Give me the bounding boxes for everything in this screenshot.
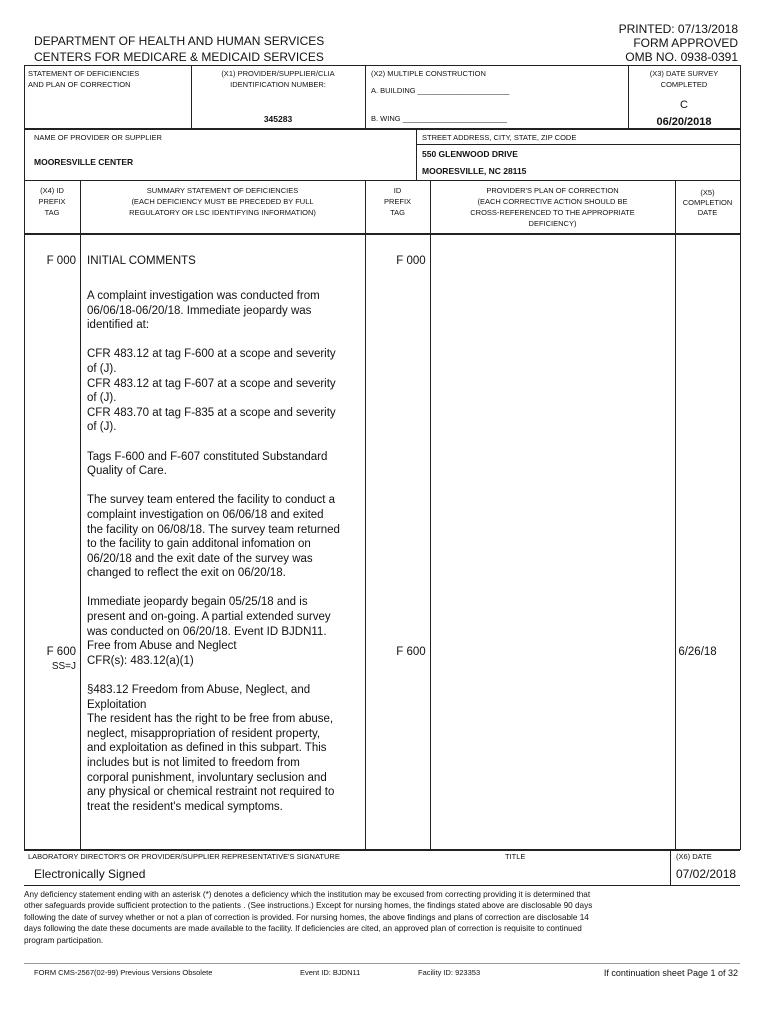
paragraph: A complaint investigation was conducted from 06/06/18-06/20/18. Immediate jeopardy was identified at: — [87, 290, 320, 332]
x5-header-2: COMPLETION — [682, 198, 733, 207]
x3-label-1: (X3) DATE SURVEY — [649, 69, 719, 78]
x5-header-3: DATE — [697, 208, 718, 217]
rule — [24, 180, 740, 181]
address-label: STREET ADDRESS, CITY, STATE, ZIP CODE — [422, 133, 577, 142]
divider — [670, 850, 671, 886]
survey-code: C — [680, 99, 688, 111]
summary-header-3: REGULATORY OR LSC IDENTIFYING INFORMATION) — [129, 208, 316, 217]
rule — [24, 885, 740, 886]
statement-label-2: AND PLAN OF CORRECTION — [28, 80, 131, 89]
provider-name: MOORESVILLE CENTER — [34, 157, 134, 167]
x4-header-2: PREFIX — [38, 197, 66, 206]
right-tag-f000: F 000 — [396, 255, 426, 267]
col-divider — [80, 181, 81, 850]
id-header-1: ID — [393, 186, 402, 195]
building-field: A. BUILDING ______________________ — [371, 86, 510, 95]
border-right — [740, 65, 741, 850]
x3-label-2: COMPLETED — [660, 80, 708, 89]
border-left — [24, 65, 25, 850]
rule — [24, 963, 740, 964]
col-divider — [365, 181, 366, 850]
x1-label-1: (X1) PROVIDER/SUPPLIER/CLIA — [221, 69, 335, 78]
rule — [416, 144, 740, 145]
prefix-tag-f600: F 600 — [46, 646, 76, 658]
department-title: DEPARTMENT OF HEALTH AND HUMAN SERVICES — [34, 34, 325, 48]
page-number: If continuation sheet Page 1 of 32 — [603, 968, 738, 978]
signature-date: 07/02/2018 — [676, 867, 737, 881]
prefix-tag-f000: F 000 — [46, 255, 76, 267]
wing-field: B. WING _________________________ — [371, 114, 507, 123]
id-header-3: TAG — [390, 208, 405, 217]
paragraph: Tags F-600 and F-607 constituted Substandard Quality of Care. — [87, 450, 328, 478]
x1-label-2: IDENTIFICATION NUMBER: — [230, 80, 326, 89]
paragraph: The survey team entered the facility to conduct a complaint investigation on 06/06/18 and exited the facility on 06/08/18. The survey team returned to the facility to gain additonal infomation on 06/20/18 and the exit date of the survey was changed to reflect the exit on 06/20/18. — [87, 494, 340, 580]
plan-header-3: CROSS-REFERENCED TO THE APPROPRIATE — [470, 208, 635, 217]
statement-label-1: STATEMENT OF DEFICIENCIES — [28, 69, 140, 78]
title-label: TITLE — [505, 852, 526, 861]
initial-comments-heading: INITIAL COMMENTS — [87, 255, 196, 267]
centers-title: CENTERS FOR MEDICARE & MEDICAID SERVICES — [34, 50, 324, 64]
facility-id: Facility ID: 923353 — [418, 968, 481, 977]
summary-header-1: SUMMARY STATEMENT OF DEFICIENCIES — [146, 186, 299, 195]
date-label: (X6) DATE — [676, 852, 712, 861]
form-number: FORM CMS-2567(02-99) Previous Versions Obsolete — [34, 968, 213, 977]
id-header-2: PREFIX — [383, 197, 412, 206]
summary-header-2: (EACH DEFICIENCY MUST BE PRECEDED BY FULL — [131, 197, 314, 206]
summary-text — [87, 289, 363, 829]
completion-date: 6/26/18 — [678, 646, 717, 658]
street-address: 550 GLENWOOD DRIVE — [422, 149, 518, 159]
rule — [24, 849, 740, 851]
right-tag-f600: F 600 — [396, 646, 426, 658]
plan-header-2: (EACH CORRECTIVE ACTION SHOULD BE — [477, 197, 628, 206]
omb-number: OMB NO. 0938-0391 — [625, 50, 738, 64]
x4-header-1: (X4) ID — [40, 186, 64, 195]
provider-id: 345283 — [263, 114, 293, 124]
plan-header-1: PROVIDER'S PLAN OF CORRECTION — [486, 186, 619, 195]
event-id: Event ID: BJDN11 — [300, 968, 361, 977]
provider-name-label: NAME OF PROVIDER OR SUPPLIER — [34, 133, 162, 142]
rule — [24, 65, 740, 66]
signature-value: Electronically Signed — [34, 867, 146, 881]
paragraph: CFR 483.12 at tag F-600 at a scope and severity of (J). CFR 483.12 at tag F-607 at a scope and severity of (J). CFR 483.70 at tag F-835 at a scope and severity of (J). — [87, 348, 336, 434]
rule — [24, 233, 740, 235]
printed-date: PRINTED: 07/13/2018 — [618, 22, 738, 36]
col-divider — [430, 181, 431, 850]
x2-label: (X2) MULTIPLE CONSTRUCTION — [371, 69, 486, 78]
scope-severity: SS=J — [51, 661, 76, 672]
disclaimer-text: Any deficiency statement ending with an asterisk (*) denotes a deficiency which the institution may be excused from correcting providing it is determined that other safeguards provide sufficient protection to the patients . (See instructions.) Except for nursing homes, the findings stated above are disclosable 90 days following the date of survey whether or not a plan of correction is provided. For nursing homes, the above findings and plans of correction are disclosable 14 days following the date these documents are made available to the facility. If deficiencies are cited, an approved plan of correction is requisite to continued program participation. — [24, 890, 593, 945]
rule — [24, 128, 740, 130]
x4-header-3: TAG — [44, 208, 60, 217]
paragraph: §483.12 Freedom from Abuse, Neglect, and Exploitation The resident has the right to be free from abuse, neglect, misappropriation of resident property, and exploitation as defined in this subpart. This includes but is not limited to freedom from corporal punishment, involuntary seclusion and any physical or chemical restraint not required to treat the resident's medical symptoms. — [87, 684, 335, 813]
survey-date: 06/20/2018 — [656, 116, 712, 128]
divider — [416, 129, 417, 181]
plan-header-4: DEFICIENCY) — [528, 219, 577, 228]
paragraph: Immediate jeopardy begain 05/25/18 and is present and on-going. A partial extended survey was conducted on 06/20/18. Event ID BJDN11. Free from Abuse and Neglect CFR(s): 483.12(a)(1) — [87, 596, 331, 667]
city-state-zip: MOORESVILLE, NC 28115 — [422, 166, 527, 176]
signature-label: LABORATORY DIRECTOR'S OR PROVIDER/SUPPLIER REPRESENTATIVE'S SIGNATURE — [28, 852, 340, 861]
x5-header-1: (X5) — [700, 188, 715, 197]
col-divider — [675, 181, 676, 850]
form-approved: FORM APPROVED — [633, 36, 738, 50]
